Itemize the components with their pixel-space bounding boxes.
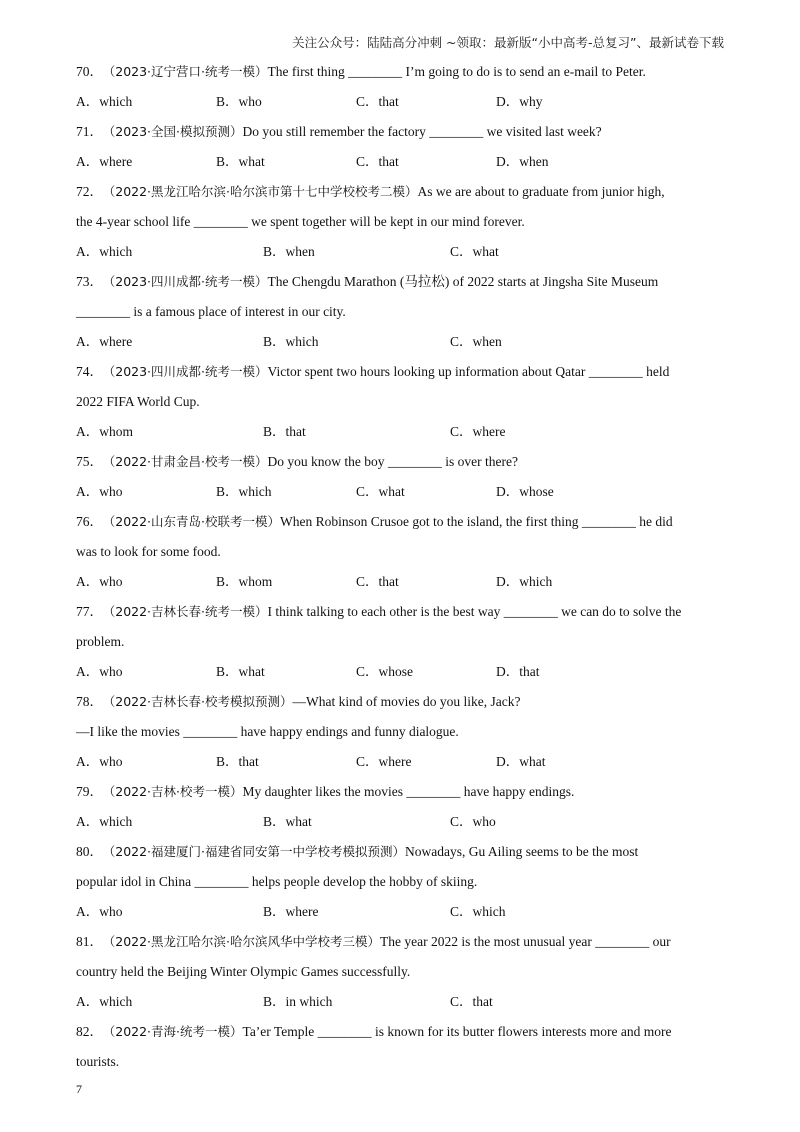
question-continuation xyxy=(76,961,726,991)
question-source: （2022·青海·统考一模） xyxy=(109,1024,243,1039)
question-number: 73． xyxy=(76,274,103,289)
question-item xyxy=(76,781,726,841)
answer-options xyxy=(76,481,726,511)
answer-option[interactable]: D．what xyxy=(496,754,546,769)
question-item xyxy=(76,451,726,511)
answer-option[interactable]: B．which xyxy=(263,334,319,349)
question-text: 2022 FIFA World Cup. xyxy=(76,394,200,409)
question-number: 80． xyxy=(76,844,103,859)
question-source: （2022·福建厦门·福建省同安第一中学校考模拟预测） xyxy=(109,844,406,859)
question-number: 74． xyxy=(76,364,103,379)
answer-option[interactable]: A．where xyxy=(76,334,133,349)
answer-option[interactable]: A．which xyxy=(76,994,133,1009)
answer-option[interactable]: A．which xyxy=(76,94,133,109)
question-stem xyxy=(76,271,726,301)
question-item xyxy=(76,841,726,931)
question-text: My daughter likes the movies ________ have happy endings. xyxy=(242,784,575,799)
question-text: As we are about to graduate from junior high, xyxy=(417,184,665,199)
answer-option[interactable]: C．where xyxy=(356,754,412,769)
question-stem xyxy=(76,451,726,481)
answer-option[interactable]: B．where xyxy=(263,904,319,919)
answer-option[interactable]: A．whom xyxy=(76,424,133,439)
answer-options xyxy=(76,151,726,181)
answer-option[interactable]: C．what xyxy=(356,484,405,499)
answer-option[interactable]: D．that xyxy=(496,664,540,679)
answer-options xyxy=(76,421,726,451)
answer-options xyxy=(76,571,726,601)
answer-option[interactable]: D．why xyxy=(496,94,543,109)
question-text: tourists. xyxy=(76,1054,120,1069)
answer-option[interactable]: C．what xyxy=(450,244,499,259)
question-continuation xyxy=(76,871,726,901)
question-item xyxy=(76,271,726,361)
question-continuation xyxy=(76,1051,726,1081)
answer-option[interactable]: B．whom xyxy=(216,574,273,589)
answer-option[interactable]: B．when xyxy=(263,244,315,259)
question-number: 79． xyxy=(76,784,103,799)
question-text: —What kind of movies do you like, Jack? xyxy=(292,694,521,709)
question-source: （2022·山东青岛·校联考一模） xyxy=(109,514,281,529)
question-text: Nowadays, Gu Ailing seems to be the most xyxy=(405,844,639,859)
question-number: 71． xyxy=(76,124,103,139)
question-source: （2023·辽宁营口·统考一模） xyxy=(109,64,268,79)
answer-option[interactable]: A．who xyxy=(76,754,123,769)
answer-options xyxy=(76,811,726,841)
question-source: （2022·吉林长春·统考一模） xyxy=(109,604,268,619)
question-list xyxy=(76,61,726,1081)
question-stem xyxy=(76,841,726,871)
answer-option[interactable]: A．who xyxy=(76,664,123,679)
answer-option[interactable]: A．who xyxy=(76,484,123,499)
answer-options xyxy=(76,331,726,361)
question-text: The year 2022 is the most unusual year ________ our xyxy=(380,934,671,949)
question-number: 76． xyxy=(76,514,103,529)
question-text: country held the Beijing Winter Olympic Games successfully. xyxy=(76,964,411,979)
question-item xyxy=(76,931,726,1021)
answer-option[interactable]: C．who xyxy=(450,814,496,829)
page-number: 7 xyxy=(76,1082,82,1096)
question-item xyxy=(76,601,726,691)
question-continuation xyxy=(76,541,726,571)
answer-option[interactable]: D．which xyxy=(496,574,553,589)
answer-option[interactable]: D．when xyxy=(496,154,549,169)
question-item xyxy=(76,691,726,781)
answer-option[interactable]: B．that xyxy=(216,754,259,769)
answer-options xyxy=(76,901,726,931)
answer-option[interactable]: C．where xyxy=(450,424,506,439)
question-item xyxy=(76,181,726,271)
question-text: Do you know the boy ________ is over there? xyxy=(267,454,518,469)
answer-option[interactable]: B．in which xyxy=(263,994,333,1009)
question-source: （2022·吉林长春·校考模拟预测） xyxy=(109,694,293,709)
question-number: 81． xyxy=(76,934,103,949)
question-item xyxy=(76,511,726,601)
question-text: Ta’er Temple ________ is known for its butter flowers interests more and more xyxy=(242,1024,672,1039)
question-continuation xyxy=(76,211,726,241)
question-text: the 4-year school life ________ we spent together will be kept in our mind forever. xyxy=(76,214,525,229)
question-stem xyxy=(76,511,726,541)
answer-option[interactable]: C．that xyxy=(356,574,399,589)
question-continuation xyxy=(76,721,726,751)
question-stem xyxy=(76,181,726,211)
question-source: （2023·全国·模拟预测） xyxy=(109,124,243,139)
question-item xyxy=(76,1021,726,1081)
answer-option[interactable]: B．what xyxy=(263,814,312,829)
question-text: I think talking to each other is the best way ________ we can do to solve the xyxy=(267,604,682,619)
question-stem xyxy=(76,691,726,721)
question-number: 78． xyxy=(76,694,103,709)
question-text: was to look for some food. xyxy=(76,544,221,559)
answer-options xyxy=(76,661,726,691)
question-text: —I like the movies ________ have happy endings and funny dialogue. xyxy=(76,724,459,739)
question-source: （2022·黑龙江哈尔滨·哈尔滨风华中学校考三模） xyxy=(109,934,381,949)
question-text: The Chengdu Marathon (马拉松) of 2022 starts at Jingsha Site Museum xyxy=(267,274,659,289)
question-source: （2022·甘肃金昌·校考一模） xyxy=(109,454,268,469)
answer-option[interactable]: B．who xyxy=(216,94,262,109)
answer-option[interactable]: B．what xyxy=(216,154,265,169)
question-number: 70． xyxy=(76,64,103,79)
answer-option[interactable]: C．that xyxy=(356,94,399,109)
question-stem xyxy=(76,121,726,151)
answer-options xyxy=(76,751,726,781)
question-stem xyxy=(76,61,726,91)
question-item xyxy=(76,361,726,451)
question-text: Victor spent two hours looking up information about Qatar ________ held xyxy=(267,364,670,379)
answer-option[interactable]: C．that xyxy=(356,154,399,169)
answer-option[interactable]: C．whose xyxy=(356,664,413,679)
answer-option[interactable]: D．whose xyxy=(496,484,554,499)
question-text: popular idol in China ________ helps people develop the hobby of skiing. xyxy=(76,874,478,889)
question-stem xyxy=(76,601,726,631)
answer-option[interactable]: A．which xyxy=(76,244,133,259)
question-source: （2023·四川成都·统考一模） xyxy=(109,364,268,379)
question-text: The first thing ________ I’m going to do is to send an e-mail to Peter. xyxy=(267,64,646,79)
question-source: （2023·四川成都·统考一模） xyxy=(109,274,268,289)
answer-option[interactable]: A．who xyxy=(76,904,123,919)
question-continuation xyxy=(76,391,726,421)
question-item xyxy=(76,121,726,181)
answer-option[interactable]: A．where xyxy=(76,154,133,169)
answer-option[interactable]: B．which xyxy=(216,484,272,499)
question-number: 75． xyxy=(76,454,103,469)
answer-option[interactable]: B．that xyxy=(263,424,306,439)
question-source: （2022·黑龙江哈尔滨·哈尔滨市第十七中学校校考二模） xyxy=(109,184,418,199)
answer-option[interactable]: A．who xyxy=(76,574,123,589)
question-number: 72． xyxy=(76,184,103,199)
answer-options xyxy=(76,91,726,121)
question-number: 82． xyxy=(76,1024,103,1039)
question-text: ________ is a famous place of interest in our city. xyxy=(76,304,346,319)
question-stem xyxy=(76,1021,726,1051)
question-source: （2022·吉林·校考一模） xyxy=(109,784,243,799)
question-stem xyxy=(76,931,726,961)
question-continuation xyxy=(76,631,726,661)
question-number: 77． xyxy=(76,604,103,619)
answer-option[interactable]: C．that xyxy=(450,994,493,1009)
page-header: 关注公众号：陆陆高分冲刺 ~领取：最新版“小中高考-总复习”、最新试卷下载 xyxy=(292,35,724,50)
question-text: problem. xyxy=(76,634,125,649)
answer-option[interactable]: B．what xyxy=(216,664,265,679)
answer-option[interactable]: C．when xyxy=(450,334,502,349)
answer-option[interactable]: A．which xyxy=(76,814,133,829)
answer-options xyxy=(76,241,726,271)
question-continuation xyxy=(76,301,726,331)
answer-options xyxy=(76,991,726,1021)
answer-option[interactable]: C．which xyxy=(450,904,506,919)
question-stem xyxy=(76,781,726,811)
question-text: Do you still remember the factory ________ we visited last week? xyxy=(242,124,602,139)
question-stem xyxy=(76,361,726,391)
question-text: When Robinson Crusoe got to the island, the first thing ________ he did xyxy=(280,514,673,529)
question-item xyxy=(76,61,726,121)
